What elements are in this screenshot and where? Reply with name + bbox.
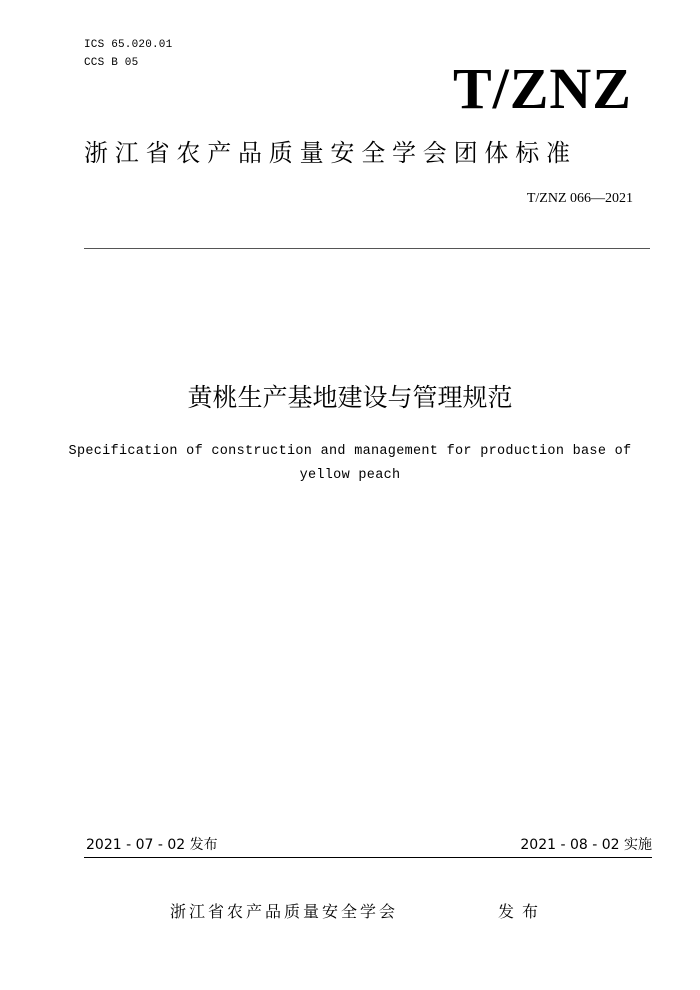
- standard-number: T/ZNZ 066—2021: [526, 191, 633, 206]
- ccs-code: CCS B 05: [84, 57, 139, 69]
- document-subtitle: Specification of construction and management for production base of yellow peach: [68, 444, 632, 483]
- classification-codes: [84, 36, 172, 72]
- ics-code: ICS 65.020.01: [84, 39, 173, 51]
- footer-divider: [84, 857, 652, 858]
- publish-label: 发布: [498, 902, 547, 921]
- header-divider: [84, 248, 650, 249]
- effective-date: 2021 - 08 - 02 实施: [520, 837, 652, 853]
- standard-logo: T/ZNZ: [452, 56, 632, 121]
- release-date: 2021 - 07 - 02 发布: [86, 837, 218, 853]
- publisher-name: 浙江省农产品质量安全学会: [170, 902, 399, 921]
- date-row: [84, 834, 652, 856]
- document-title: 黄桃生产基地建设与管理规范: [187, 383, 513, 412]
- organization-title: 浙江省农产品质量安全学会团体标准: [84, 139, 577, 167]
